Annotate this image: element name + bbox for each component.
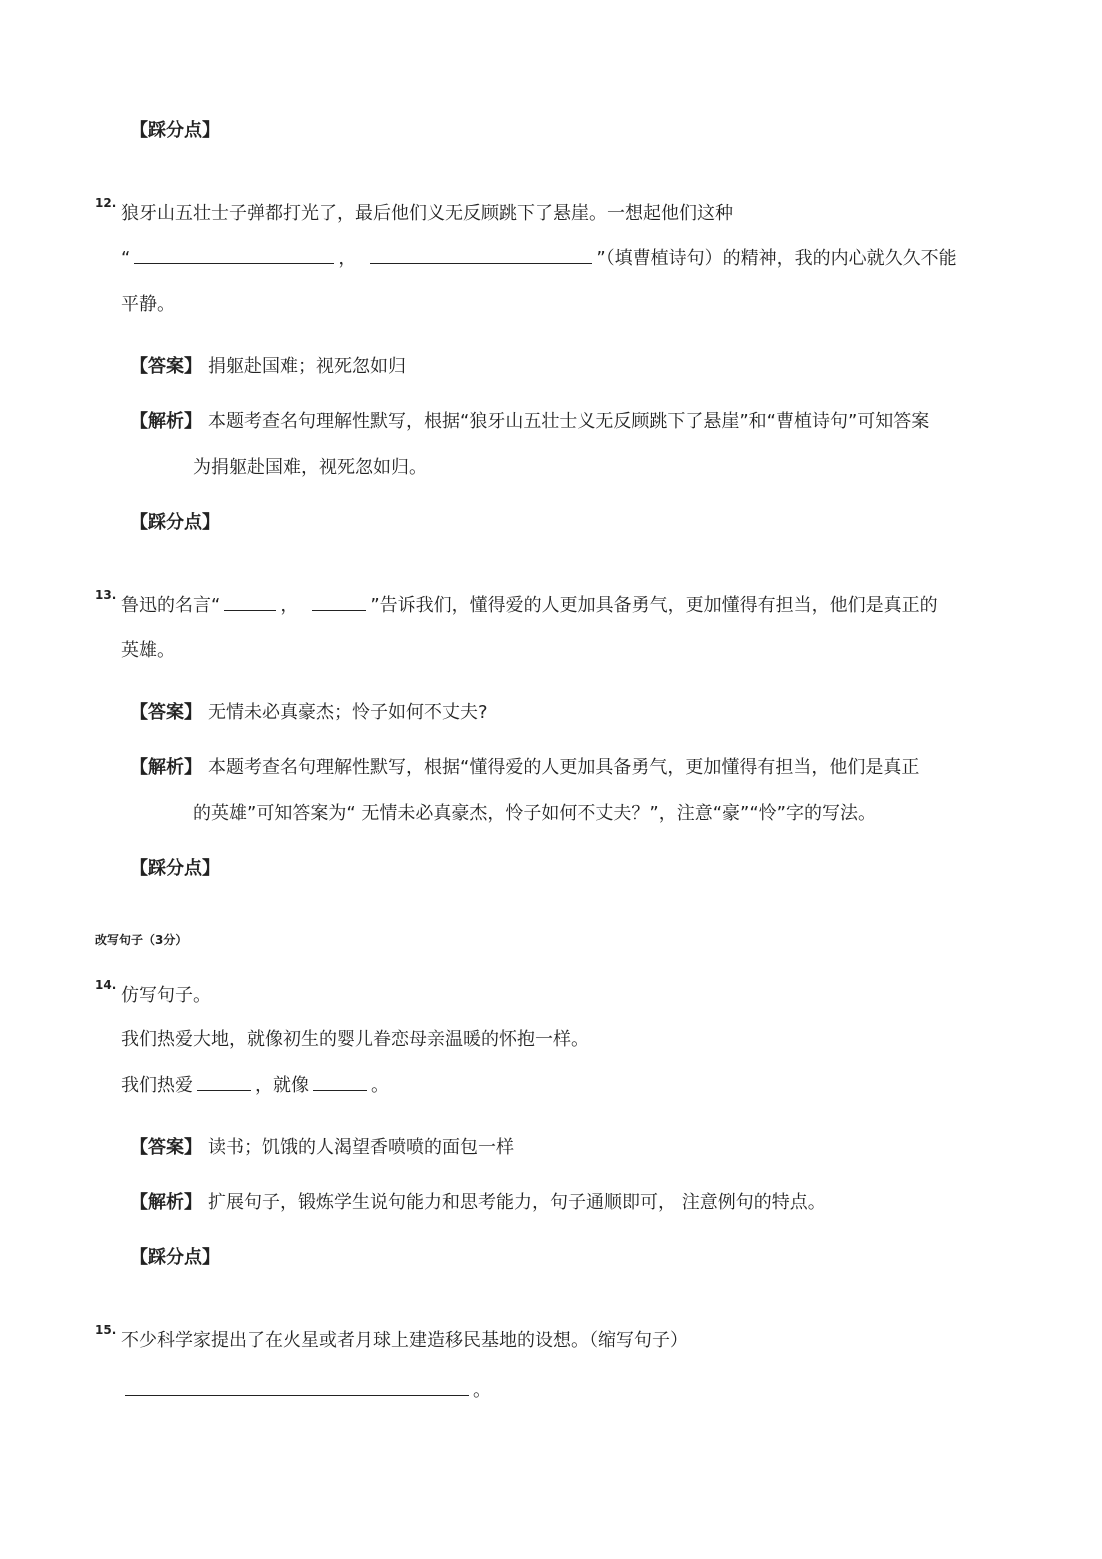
imitation-text-b: ，就像	[255, 1075, 309, 1096]
question-number: 13.	[95, 588, 117, 602]
period: 。	[473, 1380, 491, 1401]
analysis-row	[130, 753, 919, 779]
answer-blank-1[interactable]	[197, 1072, 251, 1091]
question-text	[121, 591, 938, 617]
answer-text: 无情未必真豪杰；怜子如何不丈夫?	[208, 702, 488, 723]
answer-blank-2[interactable]	[313, 1072, 367, 1091]
analysis-text: 本题考查名句理解性默写，根据“懂得爱的人更加具备勇气，更加懂得有担当，他们是真正	[208, 757, 920, 778]
question-number: 15.	[95, 1323, 117, 1337]
question-text-tail: ”告诉我们，懂得爱的人更加具备勇气，更加懂得有担当，他们是真正的	[370, 595, 938, 616]
question-text-line2	[121, 244, 957, 270]
analysis-row	[130, 1188, 826, 1214]
imitation-text-c: 。	[371, 1075, 389, 1096]
answer-row	[130, 352, 406, 378]
analysis-text: 扩展句子，锻炼学生说句能力和思考能力，句子通顺即可， 注意例句的特点。	[208, 1192, 826, 1213]
answer-label: 【答案】	[130, 702, 202, 723]
section-title: 改写句子（3分）	[95, 933, 188, 947]
question-text-prefix: 鲁迅的名言“	[121, 595, 221, 616]
answer-label: 【答案】	[130, 356, 202, 377]
answer-row	[130, 1133, 514, 1159]
question-text-line2: 英雄。	[121, 640, 175, 661]
analysis-text: 本题考查名句理解性默写，根据“狼牙山五壮士义无反顾跳下了悬崖”和“曹植诗句”可知答案	[208, 411, 930, 432]
answer-blank-2[interactable]	[312, 592, 366, 611]
comma: ，	[280, 595, 299, 616]
analysis-label: 【解析】	[130, 411, 202, 432]
question-text-line3: 平静。	[121, 294, 175, 315]
score-label: 【踩分点】	[130, 858, 220, 879]
comma: ，	[338, 248, 357, 269]
score-label-top: 【踩分点】	[130, 120, 220, 141]
analysis-text-cont: 为捐躯赴国难，视死忽如归。	[193, 457, 427, 478]
analysis-label: 【解析】	[130, 757, 202, 778]
analysis-label: 【解析】	[130, 1192, 202, 1213]
question-number: 14.	[95, 978, 117, 992]
answer-blank[interactable]	[125, 1377, 469, 1396]
answer-blank-1[interactable]	[224, 592, 276, 611]
answer-text: 捐躯赴国难；视死忽如归	[208, 356, 406, 377]
score-label: 【踩分点】	[130, 512, 220, 533]
example-sentence: 我们热爱大地，就像初生的婴儿眷恋母亲温暖的怀抱一样。	[121, 1029, 589, 1050]
open-quote: “	[121, 248, 131, 269]
question-number: 12.	[95, 196, 117, 210]
question-text: 不少科学家提出了在火星或者月球上建造移民基地的设想。（缩写句子）	[121, 1330, 688, 1351]
answer-blank-2[interactable]	[370, 245, 592, 264]
score-label: 【踩分点】	[130, 1247, 220, 1268]
imitation-line	[121, 1071, 389, 1097]
analysis-row	[130, 407, 929, 433]
question-text: 狼牙山五壮士子弹都打光了，最后他们义无反顾跳下了悬崖。一想起他们这种	[121, 203, 733, 224]
answer-row	[130, 698, 488, 724]
answer-line	[121, 1376, 491, 1402]
answer-blank-1[interactable]	[134, 245, 334, 264]
question-text: 仿写句子。	[121, 985, 211, 1006]
answer-label: 【答案】	[130, 1137, 202, 1158]
answer-text: 读书；饥饿的人渴望香喷喷的面包一样	[208, 1137, 514, 1158]
imitation-text-a: 我们热爱	[121, 1075, 193, 1096]
question-text-tail: ”（填曹植诗句）的精神，我的内心就久久不能	[596, 248, 957, 269]
analysis-text-cont: 的英雄”可知答案为“ 无情未必真豪杰，怜子如何不丈夫？”，注意“豪”“怜”字的写法。	[193, 803, 876, 824]
